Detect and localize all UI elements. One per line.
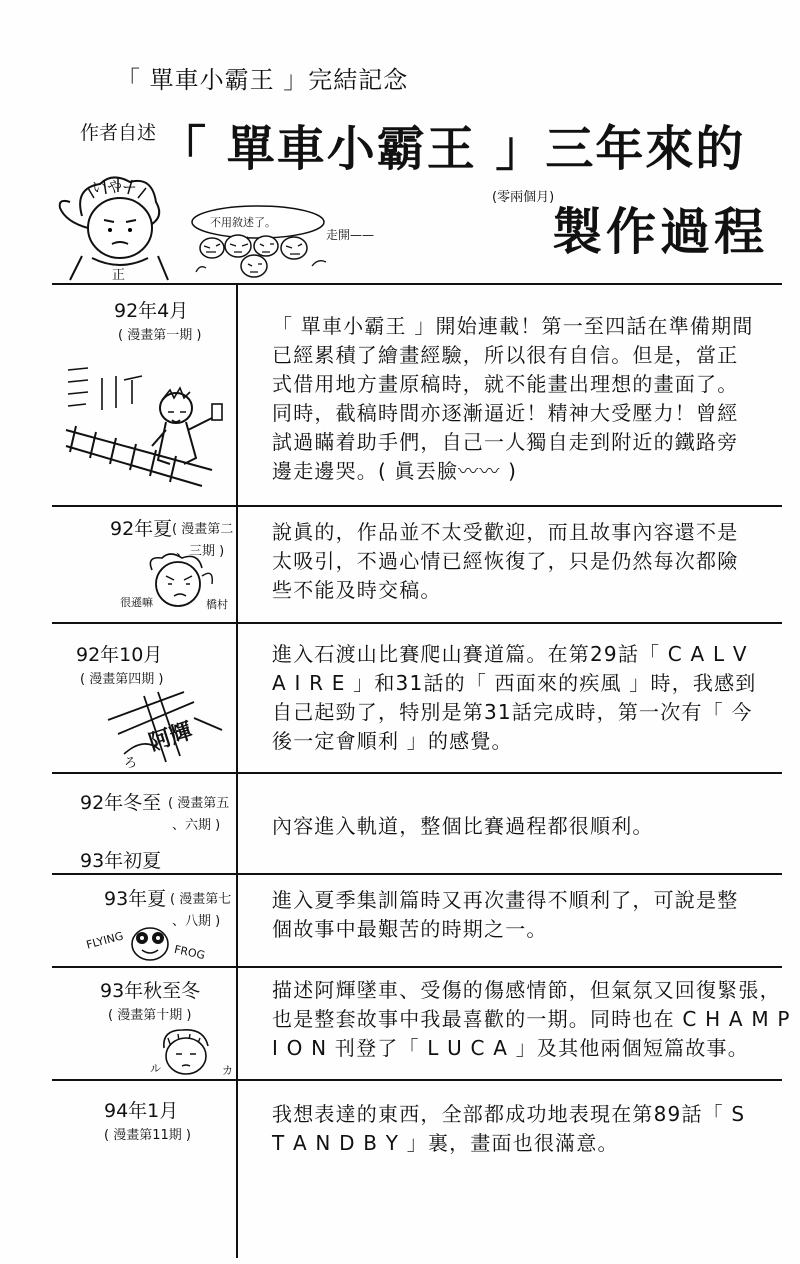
sketch-mark: ろ [124,756,138,771]
entry-date: 93年夏 [104,888,167,910]
text-line: 我想表達的東西，全部都成功地表現在第89話「 S [272,1102,746,1126]
entry-period-cont: 、六期 ) [172,818,221,833]
sketch-caption: FLYING [84,929,125,952]
entry-period-cont: 、三期 ) [176,544,225,559]
frog-sketch [128,922,172,962]
text-line: 描述阿輝墜車、受傷的傷感情節，但氣氛又回復緊張， [272,978,781,1002]
sketch-caption: ル [150,1062,161,1075]
entry-period: ( 漫畫第十期 ) [108,1008,192,1023]
crowd-faces [192,232,332,282]
sketch-caption: 橋村 [206,598,228,611]
rule-5 [52,966,782,968]
entry-text [272,812,654,841]
entry-period: ( 漫畫第11期 ) [104,1128,191,1143]
text-line: 已經累積了繪畫經驗，所以很有自信。但是，當正 [272,343,739,367]
text-line: 進入夏季集訓篇時又再次畫得不順利了，可說是整 [272,888,739,912]
text-line: 後一定會順利 」的感覺。 [272,729,513,753]
shirt-label: 正 [112,268,126,283]
months-note: (零兩個月) [492,190,555,205]
sketch-caption: FROG [172,942,207,963]
text-line: 同時，截稿時間亦逐漸逼近！精神大受壓力！曾經 [272,401,739,425]
text-line: 進入石渡山比賽爬山賽道篇。在第29話「 C A L V [272,642,748,666]
text-line: 些不能及時交稿。 [272,578,442,602]
rule-2 [52,622,782,624]
column-divider [236,283,238,1258]
text-line: A I R E 」和31話的「 西面來的疾風 」時，我感到 [272,671,757,695]
entry-date: 92年4月 [114,300,189,322]
text-line: 個故事中最艱苦的時期之一。 [272,917,548,941]
text-line: 自己起勁了，特別是第31話完成時，第一次有「 今 [272,700,753,724]
entry-text [272,640,757,756]
entry-period: ( 漫畫第一期 ) [118,328,202,343]
crowd-speech: 不用敘述了。 [210,216,276,229]
text-line: 邊走邊哭。( 眞丟臉〰〰 ) [272,459,518,483]
entry-date: 93年秋至冬 [100,980,201,1002]
text-line: 內容進入軌道，整個比賽過程都很順利。 [272,814,654,838]
railway-sketch [62,360,234,498]
entry-period: ( 漫畫第二 [172,522,234,537]
entry-date: 92年10月 [76,644,163,666]
rule-1 [52,505,782,507]
entry-period: ( 漫畫第七 [170,892,232,907]
rule-4 [52,873,782,875]
text-line: 式借用地方畫原稿時，就不能畫出理想的畫面了。 [272,372,739,396]
text-line: 說眞的，作品並不太受歡迎，而且故事內容還不是 [272,520,739,544]
text-line: 太吸引，不過心情已經恢復了，只是仍然每次都險 [272,549,739,573]
text-line: 試過瞞着助手們，自己一人獨自走到附近的鐵路旁 [272,430,739,454]
text-line: T A N D B Y 」裏，畫面也很滿意。 [272,1131,619,1155]
entry-text [272,312,754,486]
text-line: 也是整套故事中我最喜歡的一期。同時也在 C H A M P [272,1007,791,1031]
entry-text [272,976,791,1063]
entry-text [272,886,738,944]
entry-date: 94年1月 [104,1100,179,1122]
entry-text [272,518,738,605]
page-subtitle: 製作過程 [552,203,768,261]
byline: 作者自述 [80,122,157,144]
kicker-heading: 「 單車小霸王 」完結記念 [116,66,409,94]
text-line: I O N 刊登了「 L U C A 」及其他兩個短篇故事。 [272,1036,749,1060]
entry-date: 92年夏 [110,518,173,540]
page-title: 「 單車小霸王 」三年來的 [158,121,746,177]
leave-speech: 走開—— [326,228,375,242]
rule-3 [52,772,782,774]
sketch-label: 阿輝 [145,718,196,757]
entry-period: ( 漫畫第五 [168,796,230,811]
author-speech: いやー [92,178,138,196]
luca-sketch [152,1024,222,1080]
sketch-caption: 很遜嘛 [120,596,153,609]
sketch-caption: カ [222,1064,233,1077]
entry-period: ( 漫畫第四期 ) [80,672,164,687]
text-line: 「 單車小霸王 」開始連載！第一至四話在準備期間 [272,314,754,338]
entry-text [272,1100,745,1158]
entry-date-end: 93年初夏 [80,850,162,872]
rule-top [52,283,782,285]
entry-date: 92年冬至 [80,792,162,814]
entry-period-cont: 、八期 ) [172,914,221,929]
